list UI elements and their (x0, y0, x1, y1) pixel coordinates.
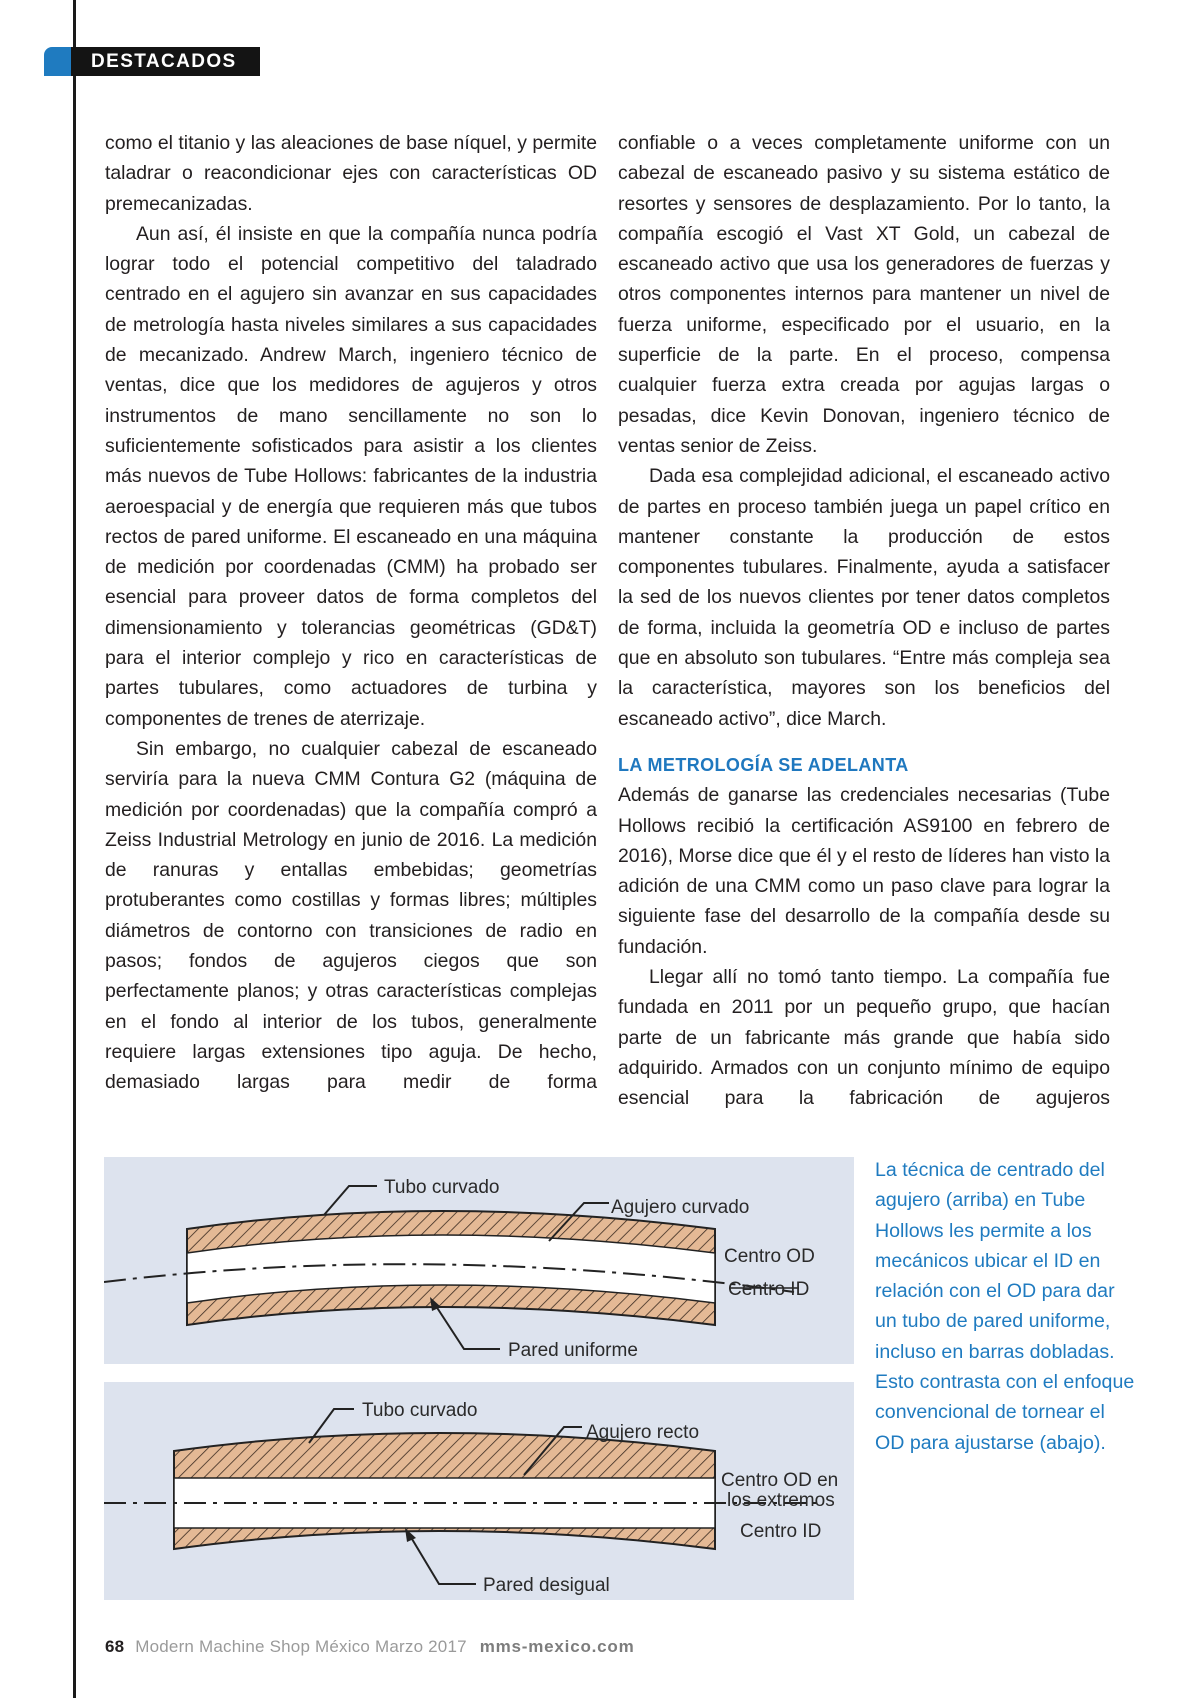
article-right-column (618, 128, 1110, 1114)
paragraph: confiable o a veces completamente uniforme con un cabezal de escaneado pasivo y su sistema estático de resortes y sensores de desplazamiento. Por lo tanto, la compañía escogió el Vast XT Gold, un cabezal de escaneado activo que usa los generadores de fuerzas y otros componentes internos para mantener un nivel de fuerza uniforme, especificado por el usuario, en la superficie de la parte. En el proceso, compensa cualquier fuerza extra creada por agujas largas o pesadas, dice Kevin Donovan, ingeniero técnico de ventas senior de Zeiss. (618, 132, 1110, 457)
page-footer (105, 1637, 635, 1657)
paragraph: como el titanio y las aleaciones de base níquel, y permite taladrar o reacondicionar ejes con características OD premecanizadas. (105, 132, 597, 215)
paragraph: Además de ganarse las credenciales necesarias (Tube Hollows recibió la certificación AS9100 en febrero de 2016), Morse dice que él y el resto de líderes han visto la adición de una CMM como un paso clave para lograr la siguiente fase del desarrollo de la compañía desde su fundación. (618, 784, 1110, 958)
section-tab-accent (44, 47, 74, 76)
paragraph: Aun así, él insiste en que la compañía nunca podría lograr todo el potencial competitivo del taladrado centrado en el agujero sin avanzar en sus capacidades de metrología hasta niveles similares a sus capacidades de mecanizado. Andrew March, ingeniero técnico de ventas, dice que los medidores de agujeros y otros instrumentos de mano sencillamente no son lo suficientemente sofisticados para asistir a los clientes más nuevos de Tube Hollows: fabricantes de la industria aeroespacial y de energía que requieren más que tubos rectos de pared uniforme. El escaneado en una máquina de medición por coordenadas (CMM) ha probado ser esencial para proveer datos de forma completos del dimensionamiento y tolerancias geométricas (GD&T) para el interior complejo y rico en características de partes tubulares, como actuadores de turbina y componentes de trenes de aterrizaje. (105, 222, 597, 730)
section-subheading: LA METROLOGÍA SE ADELANTA (618, 754, 909, 775)
tube-diagram (104, 1157, 854, 1600)
article-left-column (105, 128, 597, 1098)
paragraph: Sin embargo, no cualquier cabezal de escaneado serviría para la nueva CMM Contura G2 (máquina de medición por coordenadas) que la compañía compró a Zeiss Industrial Metrology en junio de 2016. La medición de ranuras y entallas embebidas; geometrías protuberantes como costillas y formas libres; múltiples diámetros de contorno con transiciones de radio en pasos; fondos de agujeros ciegos que son perfectamente planos; y otras características complejas en el fondo al interior de los tubos, generalmente requiere largas extensiones tipo aguja. De hecho, demasiado largas para medir de forma (105, 737, 597, 1094)
publication-url: mms-mexico.com (479, 1637, 635, 1656)
label-tube-curved-bottom: Tubo curvado (362, 1400, 478, 1421)
label-hole-curved: Agujero curvado (611, 1197, 750, 1218)
paragraph: Dada esa complejidad adicional, el escaneado activo de partes en proceso también juega un papel crítico en mantener constante la producción de estos componentes tubulares. Finalmente, ayuda a satisfacer la sed de los nuevos clientes por tener datos completos de forma, incluida la geometría OD e incluso de partes que en absoluto son tubulares. “Entre más compleja sea la característica, mayores son los beneficios del escaneado activo”, dice March. (618, 465, 1110, 730)
page-margin-rule (73, 0, 76, 1698)
label-uneven-wall: Pared desigual (483, 1575, 610, 1596)
label-od-center-ends-2: los extremos (727, 1490, 835, 1511)
paragraph: Llegar allí no tomó tanto tiempo. La compañía fue fundada en 2011 por un pequeño grupo, que hacían parte de un fabricante más grande que había sido adquirido. Armados con un conjunto mínimo de equipo esencial para la fabricación de agujeros (618, 966, 1110, 1110)
figure-caption: La técnica de centrado del agujero (arriba) en Tube Hollows les permite a los mecánicos ubicar el ID en relación con el OD para dar un tubo de pared uniforme, incluso en barras dobladas. Esto contrasta con el enfoque convencional de tornear el OD para ajustarse (abajo). (875, 1159, 1135, 1454)
section-tab (44, 47, 260, 76)
label-od-center-ends-1: Centro OD en (721, 1470, 839, 1491)
label-tube-curved-top: Tubo curvado (384, 1177, 500, 1198)
publication-name: Modern Machine Shop México Marzo 2017 (135, 1637, 467, 1656)
label-id-center-bottom: Centro ID (740, 1521, 822, 1542)
section-label: DESTACADOS (91, 51, 237, 72)
page-number: 68 (105, 1637, 125, 1656)
label-uniform-wall: Pared uniforme (508, 1340, 638, 1361)
label-hole-straight: Agujero recto (586, 1422, 700, 1443)
label-id-center-top: Centro ID (728, 1279, 810, 1300)
label-od-center-top: Centro OD (724, 1246, 815, 1267)
